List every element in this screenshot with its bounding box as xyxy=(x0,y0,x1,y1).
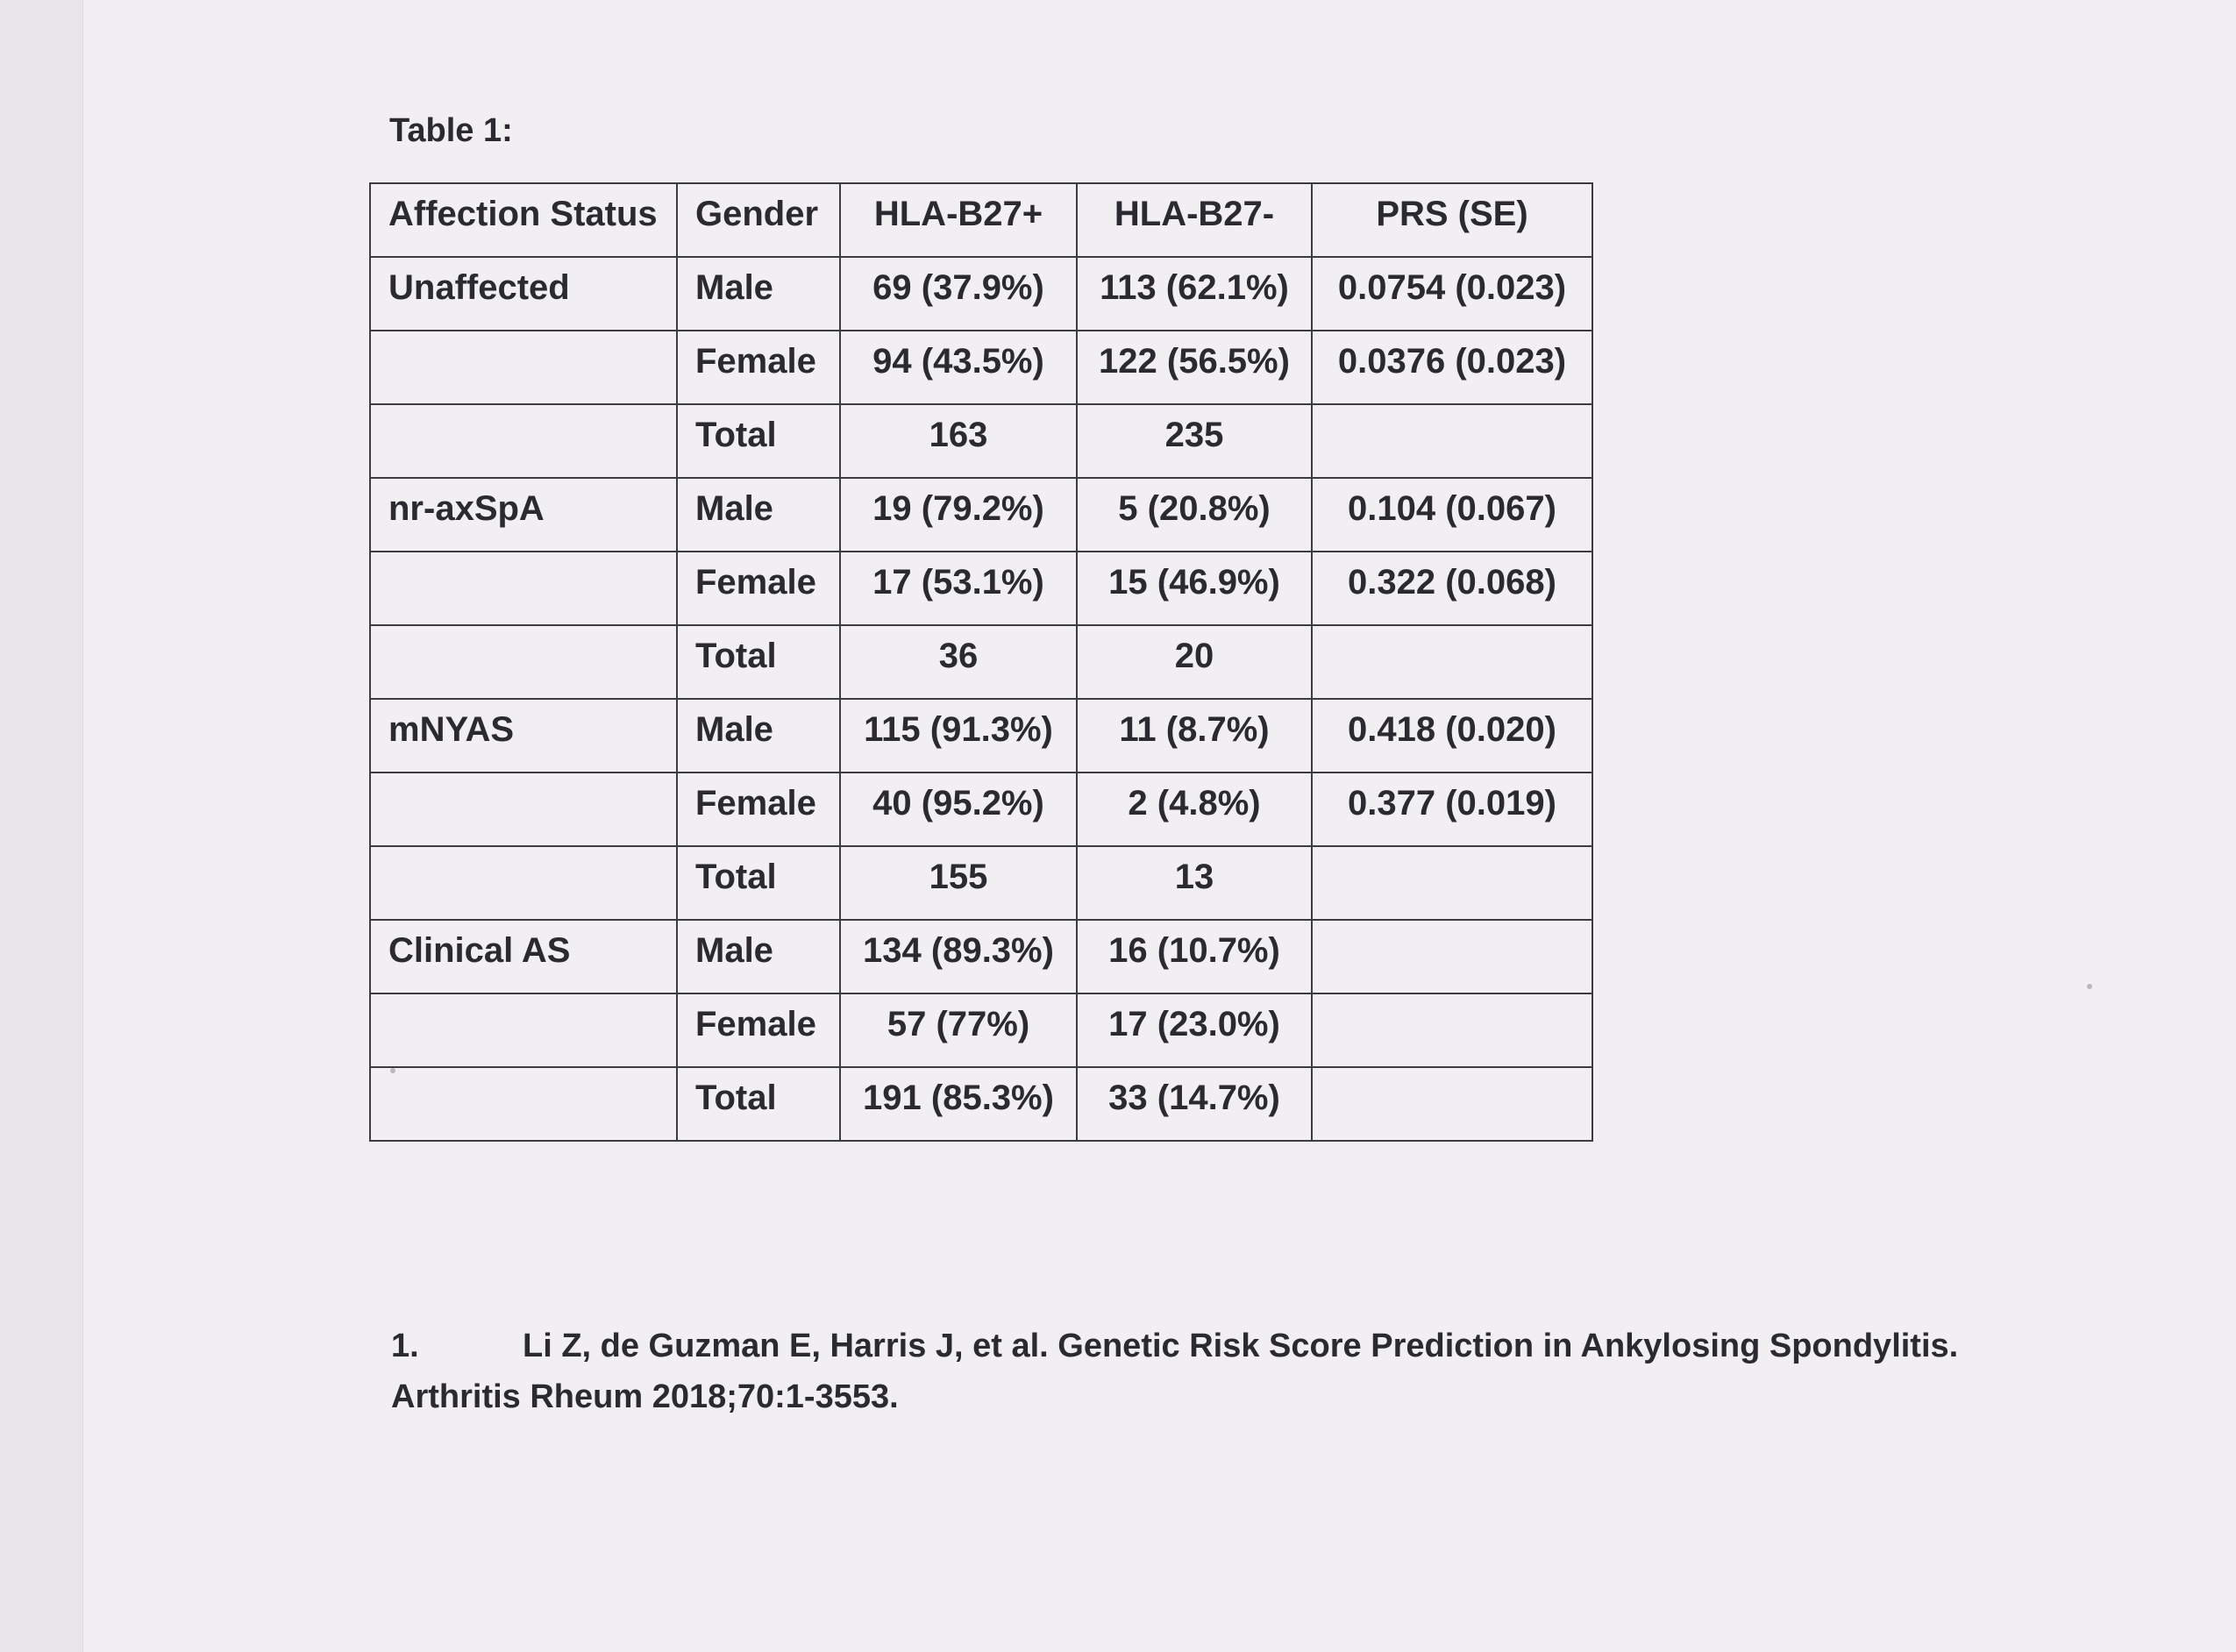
data-table xyxy=(369,182,1593,1142)
cell-gender: Female xyxy=(677,552,840,625)
cell-hla-b27-negative: 5 (20.8%) xyxy=(1077,478,1312,552)
cell-affection-status xyxy=(370,331,677,404)
table-row xyxy=(370,846,1592,920)
scan-speck xyxy=(2087,984,2092,989)
cell-affection-status: Unaffected xyxy=(370,257,677,331)
cell-gender: Total xyxy=(677,846,840,920)
cell-affection-status: mNYAS xyxy=(370,699,677,773)
cell-prs-se xyxy=(1312,920,1592,993)
cell-hla-b27-negative: 33 (14.7%) xyxy=(1077,1067,1312,1141)
header-hla-b27-negative: HLA-B27- xyxy=(1077,183,1312,257)
reference-line-2: Arthritis Rheum 2018;70:1-3553. xyxy=(391,1378,899,1415)
cell-hla-b27-positive: 17 (53.1%) xyxy=(840,552,1077,625)
cell-hla-b27-negative: 11 (8.7%) xyxy=(1077,699,1312,773)
table-row xyxy=(370,257,1592,331)
cell-hla-b27-negative: 15 (46.9%) xyxy=(1077,552,1312,625)
cell-hla-b27-positive: 155 xyxy=(840,846,1077,920)
header-affection-status: Affection Status xyxy=(370,183,677,257)
table-row xyxy=(370,552,1592,625)
cell-prs-se: 0.0376 (0.023) xyxy=(1312,331,1592,404)
cell-hla-b27-positive: 94 (43.5%) xyxy=(840,331,1077,404)
table-header-row xyxy=(370,183,1592,257)
cell-hla-b27-positive: 36 xyxy=(840,625,1077,699)
table-body xyxy=(370,257,1592,1141)
cell-gender: Total xyxy=(677,404,840,478)
cell-affection-status xyxy=(370,773,677,846)
cell-hla-b27-positive: 40 (95.2%) xyxy=(840,773,1077,846)
table-row xyxy=(370,699,1592,773)
cell-hla-b27-positive: 163 xyxy=(840,404,1077,478)
cell-prs-se: 0.0754 (0.023) xyxy=(1312,257,1592,331)
cell-gender: Male xyxy=(677,257,840,331)
cell-gender: Total xyxy=(677,625,840,699)
cell-gender: Male xyxy=(677,699,840,773)
table-row xyxy=(370,993,1592,1067)
cell-hla-b27-negative: 20 xyxy=(1077,625,1312,699)
cell-affection-status xyxy=(370,625,677,699)
cell-hla-b27-negative: 13 xyxy=(1077,846,1312,920)
reference-number: 1. xyxy=(391,1328,419,1364)
cell-affection-status xyxy=(370,1067,677,1141)
cell-affection-status xyxy=(370,993,677,1067)
cell-hla-b27-positive: 191 (85.3%) xyxy=(840,1067,1077,1141)
cell-affection-status xyxy=(370,552,677,625)
cell-prs-se: 0.418 (0.020) xyxy=(1312,699,1592,773)
reference-footnote xyxy=(391,1321,2057,1422)
cell-hla-b27-positive: 19 (79.2%) xyxy=(840,478,1077,552)
header-gender: Gender xyxy=(677,183,840,257)
cell-prs-se: 0.377 (0.019) xyxy=(1312,773,1592,846)
cell-prs-se xyxy=(1312,846,1592,920)
cell-hla-b27-negative: 17 (23.0%) xyxy=(1077,993,1312,1067)
cell-prs-se: 0.322 (0.068) xyxy=(1312,552,1592,625)
cell-prs-se xyxy=(1312,993,1592,1067)
cell-hla-b27-negative: 122 (56.5%) xyxy=(1077,331,1312,404)
cell-affection-status xyxy=(370,846,677,920)
cell-hla-b27-positive: 69 (37.9%) xyxy=(840,257,1077,331)
reference-line-1: Li Z, de Guzman E, Harris J, et al. Genetic Risk Score Prediction in Ankylosing Spondylitis. xyxy=(523,1328,1959,1364)
scan-speck xyxy=(390,1068,395,1073)
cell-hla-b27-positive: 115 (91.3%) xyxy=(840,699,1077,773)
table-row xyxy=(370,478,1592,552)
cell-gender: Total xyxy=(677,1067,840,1141)
cell-affection-status: Clinical AS xyxy=(370,920,677,993)
cell-gender: Female xyxy=(677,773,840,846)
table-row xyxy=(370,625,1592,699)
cell-prs-se xyxy=(1312,404,1592,478)
cell-hla-b27-negative: 16 (10.7%) xyxy=(1077,920,1312,993)
table-title: Table 1: xyxy=(389,112,513,149)
cell-hla-b27-positive: 57 (77%) xyxy=(840,993,1077,1067)
cell-prs-se xyxy=(1312,625,1592,699)
table-row xyxy=(370,404,1592,478)
cell-gender: Male xyxy=(677,478,840,552)
cell-hla-b27-positive: 134 (89.3%) xyxy=(840,920,1077,993)
table-row xyxy=(370,1067,1592,1141)
cell-prs-se: 0.104 (0.067) xyxy=(1312,478,1592,552)
header-prs-se: PRS (SE) xyxy=(1312,183,1592,257)
table-row xyxy=(370,920,1592,993)
cell-affection-status xyxy=(370,404,677,478)
cell-hla-b27-negative: 235 xyxy=(1077,404,1312,478)
cell-hla-b27-negative: 2 (4.8%) xyxy=(1077,773,1312,846)
cell-affection-status: nr-axSpA xyxy=(370,478,677,552)
cell-prs-se xyxy=(1312,1067,1592,1141)
table-row xyxy=(370,331,1592,404)
cell-gender: Male xyxy=(677,920,840,993)
cell-hla-b27-negative: 113 (62.1%) xyxy=(1077,257,1312,331)
table-row xyxy=(370,773,1592,846)
cell-gender: Female xyxy=(677,993,840,1067)
cell-gender: Female xyxy=(677,331,840,404)
header-hla-b27-positive: HLA-B27+ xyxy=(840,183,1077,257)
